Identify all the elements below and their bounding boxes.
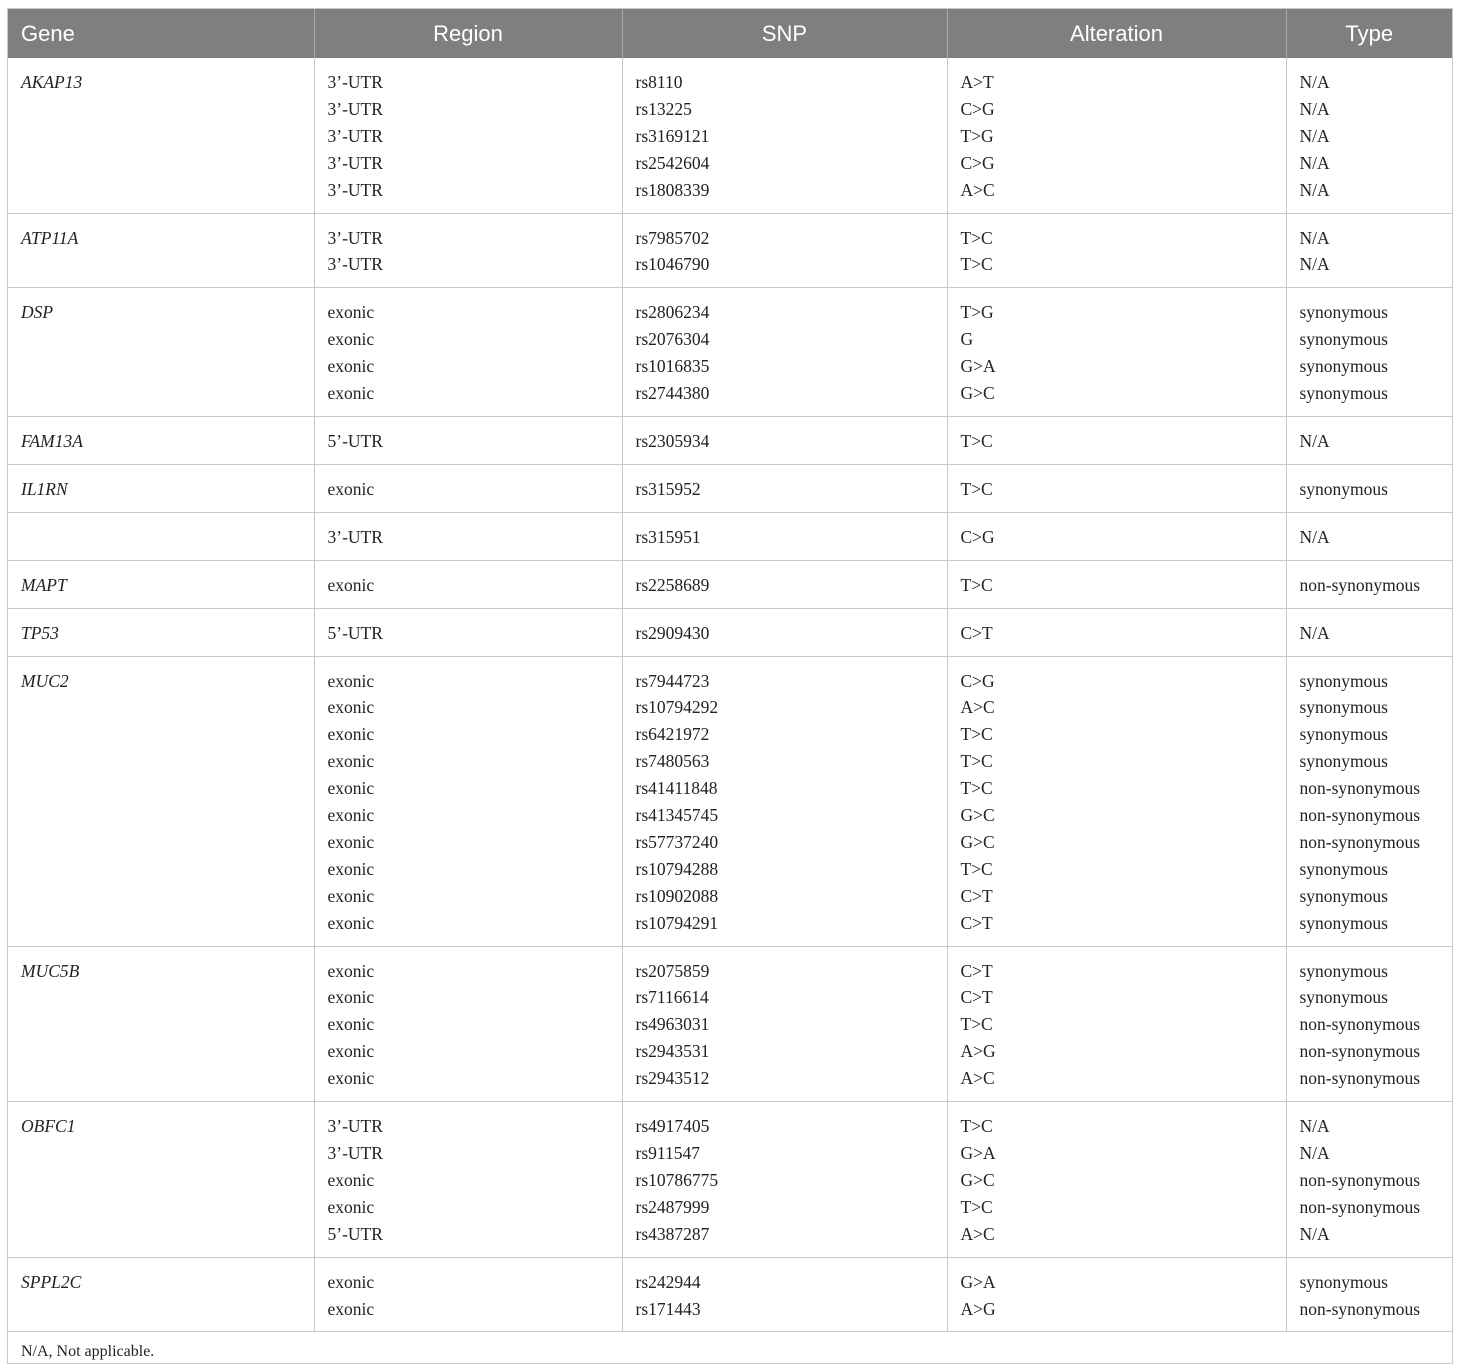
- alteration-cell: [947, 512, 1286, 560]
- snp-value: rs6421972: [635, 724, 710, 745]
- snp-cell: [622, 213, 947, 288]
- region-cell: [314, 1257, 622, 1332]
- alteration-value: G>A: [960, 356, 996, 377]
- snp-cell: [622, 560, 947, 608]
- type-cell: [1286, 656, 1452, 946]
- snp-cell: [622, 656, 947, 946]
- region-value: 3’-UTR: [327, 72, 383, 92]
- table-row: [8, 656, 1452, 946]
- alteration-value: A>C: [960, 697, 995, 718]
- type-value: non-synonymous: [1299, 1041, 1421, 1062]
- region-value: exonic: [327, 724, 375, 745]
- type-value: N/A: [1299, 152, 1330, 173]
- snp-value: rs2943512: [635, 1068, 710, 1089]
- region-value: 3’-UTR: [327, 98, 383, 119]
- type-value: synonymous: [1299, 697, 1388, 718]
- table-row: [8, 1102, 1452, 1258]
- type-value: N/A: [1299, 254, 1330, 275]
- alteration-cell: [947, 416, 1286, 464]
- snp-value: rs10902088: [635, 885, 719, 906]
- type-value: N/A: [1299, 1143, 1330, 1163]
- snp-value: rs7480563: [635, 751, 710, 772]
- type-value: synonymous: [1299, 329, 1388, 350]
- region-value: exonic: [327, 885, 375, 906]
- region-value: exonic: [327, 1041, 375, 1062]
- alteration-value: T>C: [960, 430, 993, 451]
- table-footer: [8, 1332, 1452, 1372]
- snp-cell: [622, 416, 947, 464]
- region-cell: [314, 213, 622, 288]
- gene-cell: IL1RN: [8, 464, 314, 512]
- type-value: synonymous: [1299, 858, 1388, 879]
- snp-value: rs1808339: [635, 179, 710, 200]
- region-value: 3’-UTR: [327, 1143, 383, 1163]
- alteration-value: C>T: [960, 912, 993, 933]
- type-value: N/A: [1299, 430, 1330, 451]
- alteration-value: A>C: [960, 1223, 995, 1244]
- type-cell: [1286, 1257, 1452, 1332]
- alteration-value: G>A: [960, 1143, 996, 1163]
- region-value: 3’-UTR: [327, 254, 383, 275]
- snp-value: rs171443: [635, 1298, 701, 1319]
- region-value: exonic: [327, 1169, 375, 1190]
- alteration-value: T>C: [960, 858, 993, 879]
- type-cell: [1286, 416, 1452, 464]
- type-value: synonymous: [1299, 912, 1388, 933]
- region-value: exonic: [327, 751, 375, 772]
- type-value: N/A: [1299, 98, 1330, 119]
- region-value: 3’-UTR: [327, 125, 383, 146]
- type-cell: [1286, 58, 1452, 213]
- type-cell: [1286, 213, 1452, 288]
- region-cell: [314, 288, 622, 417]
- snp-cell: [622, 512, 947, 560]
- type-value: N/A: [1299, 125, 1330, 146]
- type-value: synonymous: [1299, 1271, 1388, 1292]
- region-value: exonic: [327, 805, 375, 826]
- type-value: N/A: [1299, 1223, 1330, 1244]
- snp-value: rs2487999: [635, 1196, 710, 1217]
- snp-value: rs1016835: [635, 356, 710, 377]
- type-value: synonymous: [1299, 383, 1388, 404]
- region-cell: [314, 58, 622, 213]
- snp-value: rs41411848: [635, 778, 718, 799]
- region-cell: [314, 946, 622, 1102]
- snp-cell: [622, 608, 947, 656]
- region-value: 5’-UTR: [327, 430, 383, 451]
- alteration-value: G>C: [960, 383, 995, 404]
- header-type: Type: [1286, 9, 1452, 58]
- snp-value: rs315951: [635, 526, 701, 547]
- header-alteration: Alteration: [947, 9, 1286, 58]
- alteration-value: G>A: [960, 1271, 996, 1292]
- snp-cell: [622, 288, 947, 417]
- region-cell: [314, 1102, 622, 1258]
- alteration-cell: [947, 946, 1286, 1102]
- alteration-value: C>T: [960, 960, 993, 981]
- region-value: exonic: [327, 697, 375, 718]
- alteration-cell: [947, 1257, 1286, 1332]
- snp-value: rs57737240: [635, 831, 719, 852]
- table-row: [8, 608, 1452, 656]
- region-value: exonic: [327, 987, 375, 1008]
- alteration-value: C>T: [960, 622, 993, 643]
- snp-value: rs10786775: [635, 1169, 719, 1190]
- type-value: non-synonymous: [1299, 1014, 1421, 1035]
- snp-value: rs3169121: [635, 125, 710, 146]
- type-value: synonymous: [1299, 724, 1388, 745]
- region-value: exonic: [327, 383, 375, 404]
- type-value: non-synonymous: [1299, 1169, 1421, 1190]
- gene-cell: AKAP13: [8, 58, 314, 213]
- snp-value: rs10794291: [635, 912, 719, 933]
- gene-cell: MUC5B: [8, 946, 314, 1102]
- snp-value: rs2909430: [635, 622, 710, 643]
- type-value: non-synonymous: [1299, 1298, 1421, 1319]
- snp-value: rs10794292: [635, 697, 719, 718]
- alteration-value: T>C: [960, 724, 993, 745]
- type-value: N/A: [1299, 227, 1330, 248]
- alteration-value: T>G: [960, 125, 994, 146]
- alteration-value: T>C: [960, 778, 993, 799]
- alteration-value: A>T: [960, 72, 994, 92]
- region-value: exonic: [327, 574, 375, 595]
- snp-value: rs2542604: [635, 152, 710, 173]
- footnote: N/A, Not applicable.: [21, 1343, 155, 1361]
- type-value: N/A: [1299, 1116, 1330, 1137]
- snp-value: rs13225: [635, 98, 692, 119]
- region-cell: [314, 464, 622, 512]
- alteration-value: T>C: [960, 1014, 993, 1035]
- region-value: exonic: [327, 1196, 375, 1217]
- type-cell: [1286, 464, 1452, 512]
- table-row: [8, 560, 1452, 608]
- header-snp: SNP: [622, 9, 947, 58]
- type-value: synonymous: [1299, 670, 1388, 691]
- alteration-cell: [947, 464, 1286, 512]
- region-value: exonic: [327, 1298, 375, 1319]
- region-cell: [314, 560, 622, 608]
- alteration-value: C>G: [960, 670, 995, 691]
- region-value: exonic: [327, 960, 375, 981]
- type-cell: [1286, 946, 1452, 1102]
- snp-value: rs2305934: [635, 430, 710, 451]
- type-value: non-synonymous: [1299, 574, 1421, 595]
- region-value: exonic: [327, 670, 375, 691]
- type-value: synonymous: [1299, 478, 1388, 499]
- alteration-cell: [947, 1102, 1286, 1258]
- snp-cell: [622, 946, 947, 1102]
- snp-cell: [622, 464, 947, 512]
- type-value: N/A: [1299, 179, 1330, 200]
- alteration-value: G: [960, 329, 974, 350]
- snp-value: rs2258689: [635, 574, 710, 595]
- region-value: exonic: [327, 329, 375, 350]
- region-value: exonic: [327, 778, 375, 799]
- alteration-value: C>T: [960, 987, 993, 1008]
- snp-value: rs4917405: [635, 1116, 710, 1137]
- gene-cell: OBFC1: [8, 1102, 314, 1258]
- alteration-cell: [947, 608, 1286, 656]
- alteration-value: T>C: [960, 227, 993, 248]
- gene-cell: [8, 512, 314, 560]
- table-frame: [7, 8, 1453, 1364]
- type-value: non-synonymous: [1299, 1196, 1421, 1217]
- type-cell: [1286, 512, 1452, 560]
- snp-value: rs2075859: [635, 960, 710, 981]
- snp-value: rs7116614: [635, 987, 709, 1008]
- header-region: Region: [314, 9, 622, 58]
- type-value: N/A: [1299, 526, 1330, 547]
- table-row: [8, 288, 1452, 417]
- snp-value: rs41345745: [635, 805, 719, 826]
- alteration-cell: [947, 560, 1286, 608]
- snp-value: rs2943531: [635, 1041, 710, 1062]
- type-cell: [1286, 1102, 1452, 1258]
- type-value: non-synonymous: [1299, 1068, 1421, 1089]
- type-value: synonymous: [1299, 960, 1388, 981]
- alteration-value: C>G: [960, 526, 995, 547]
- alteration-value: T>C: [960, 478, 993, 499]
- gene-cell: FAM13A: [8, 416, 314, 464]
- region-value: 3’-UTR: [327, 227, 383, 248]
- alteration-value: C>G: [960, 152, 995, 173]
- alteration-value: A>C: [960, 179, 995, 200]
- table-row: [8, 464, 1452, 512]
- type-value: non-synonymous: [1299, 831, 1421, 852]
- type-value: synonymous: [1299, 751, 1388, 772]
- alteration-value: G>C: [960, 1169, 995, 1190]
- alteration-cell: [947, 288, 1286, 417]
- alteration-value: A>G: [960, 1298, 996, 1319]
- type-cell: [1286, 288, 1452, 417]
- region-value: exonic: [327, 831, 375, 852]
- type-cell: [1286, 608, 1452, 656]
- snp-value: rs2806234: [635, 302, 710, 323]
- alteration-value: A>C: [960, 1068, 995, 1089]
- gene-cell: ATP11A: [8, 213, 314, 288]
- snp-value: rs2744380: [635, 383, 710, 404]
- snp-cell: [622, 58, 947, 213]
- gene-cell: MAPT: [8, 560, 314, 608]
- gene-cell: MUC2: [8, 656, 314, 946]
- alteration-value: T>C: [960, 751, 993, 772]
- snp-value: rs242944: [635, 1271, 701, 1292]
- gene-cell: TP53: [8, 608, 314, 656]
- snp-value: rs8110: [635, 72, 683, 92]
- alteration-value: C>G: [960, 98, 995, 119]
- type-value: synonymous: [1299, 356, 1388, 377]
- table-row: [8, 1257, 1452, 1332]
- type-cell: [1286, 560, 1452, 608]
- type-value: N/A: [1299, 72, 1330, 92]
- type-value: synonymous: [1299, 302, 1388, 323]
- type-value: N/A: [1299, 622, 1330, 643]
- snp-value: rs4387287: [635, 1223, 710, 1244]
- table-body: [8, 58, 1452, 1332]
- snp-table: [8, 9, 1452, 1372]
- alteration-value: T>C: [960, 1196, 993, 1217]
- alteration-cell: [947, 213, 1286, 288]
- table-row: [8, 946, 1452, 1102]
- region-value: 3’-UTR: [327, 179, 383, 200]
- type-value: synonymous: [1299, 885, 1388, 906]
- region-value: exonic: [327, 478, 375, 499]
- alteration-cell: [947, 58, 1286, 213]
- alteration-value: T>C: [960, 1116, 993, 1137]
- region-value: exonic: [327, 1068, 375, 1089]
- region-value: exonic: [327, 356, 375, 377]
- snp-value: rs7985702: [635, 227, 710, 248]
- alteration-value: C>T: [960, 885, 993, 906]
- region-value: exonic: [327, 858, 375, 879]
- region-cell: [314, 608, 622, 656]
- region-value: 3’-UTR: [327, 526, 383, 547]
- region-cell: [314, 512, 622, 560]
- gene-cell: SPPL2C: [8, 1257, 314, 1332]
- alteration-value: G>C: [960, 805, 995, 826]
- snp-cell: [622, 1102, 947, 1258]
- header-gene: Gene: [8, 9, 314, 58]
- alteration-value: A>G: [960, 1041, 996, 1062]
- gene-cell: DSP: [8, 288, 314, 417]
- region-value: exonic: [327, 302, 375, 323]
- snp-value: rs7944723: [635, 670, 710, 691]
- snp-value: rs1046790: [635, 254, 710, 275]
- alteration-cell: [947, 656, 1286, 946]
- table-row: [8, 416, 1452, 464]
- region-value: exonic: [327, 1014, 375, 1035]
- alteration-value: T>C: [960, 574, 993, 595]
- snp-cell: [622, 1257, 947, 1332]
- type-value: non-synonymous: [1299, 805, 1421, 826]
- snp-value: rs315952: [635, 478, 701, 499]
- region-value: 5’-UTR: [327, 622, 383, 643]
- alteration-value: T>C: [960, 254, 993, 275]
- alteration-value: G>C: [960, 831, 995, 852]
- type-value: synonymous: [1299, 987, 1388, 1008]
- table-row: [8, 512, 1452, 560]
- snp-value: rs911547: [635, 1143, 700, 1163]
- alteration-value: T>G: [960, 302, 994, 323]
- snp-value: rs2076304: [635, 329, 710, 350]
- region-value: 3’-UTR: [327, 1116, 383, 1137]
- table-header: [8, 9, 1452, 58]
- region-value: exonic: [327, 1271, 375, 1292]
- region-value: 5’-UTR: [327, 1223, 383, 1244]
- snp-value: rs10794288: [635, 858, 719, 879]
- region-value: exonic: [327, 912, 375, 933]
- region-value: 3’-UTR: [327, 152, 383, 173]
- table-row: [8, 58, 1452, 213]
- snp-value: rs4963031: [635, 1014, 710, 1035]
- table-row: [8, 213, 1452, 288]
- region-cell: [314, 416, 622, 464]
- type-value: non-synonymous: [1299, 778, 1421, 799]
- region-cell: [314, 656, 622, 946]
